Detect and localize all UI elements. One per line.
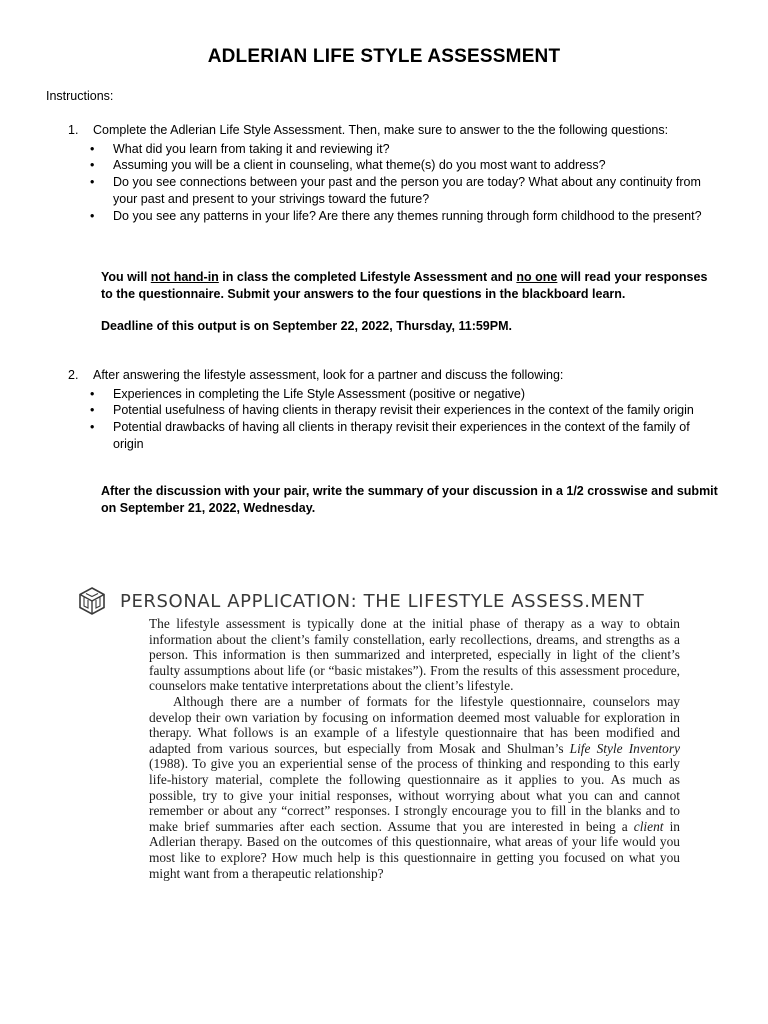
discussion-bullet: • Potential usefulness of having clients in therapy revisit their experiences in the context of the family origin [113, 402, 718, 419]
item-number: 1. [68, 123, 79, 137]
question-list [68, 141, 718, 225]
discussion-bullet: • Experiences in completing the Life Style Assessment (positive or negative) [113, 386, 718, 403]
note-underlined-text: not hand-in [150, 270, 219, 284]
excerpt-paragraph-2 [149, 694, 680, 881]
excerpt-paragraph-1: The lifestyle assessment is typically done at the initial phase of therapy as a way to obtain information about the client’s family constellation, early recollections, dreams, and strengths as a person. This information is then summarized and interpreted, especially in light of the client’s faulty assumptions about life (or “basic mistakes”). From the results of this assessment procedure, counselors make tentative interpretations about the client’s lifestyle. [149, 616, 680, 694]
item-number: 2. [68, 368, 79, 382]
book-excerpt [78, 586, 688, 881]
instructions-label: Instructions: [46, 89, 114, 103]
excerpt-text: in Adlerian therapy. Based on the outcomes of this questionnaire, what areas of your life would you most like to explore? How much help is this questionnaire in getting you focused on what you might want from a therapeutic relationship? [149, 818, 680, 881]
excerpt-text: Although there are a number of formats for the lifestyle questionnaire, counselors may develop their own variation by focusing on information deemed most valuable for exploration in therapy. What follows is an example of a lifestyle questionnaire that has been modified and adapted from various sources, but especially from Mosak and Shulman’s [149, 693, 680, 756]
instruction-item-1 [68, 122, 718, 224]
page-title: ADLERIAN LIFE STYLE ASSESSMENT [207, 46, 561, 67]
cube-maze-icon [78, 587, 106, 615]
note-text: You will [101, 270, 151, 284]
question-bullet: • Do you see any patterns in your life? Are there any themes running through form childhood to the present? [113, 208, 718, 225]
excerpt-body [149, 616, 680, 881]
deadline-note: Deadline of this output is on September 22, 2022, Thursday, 11:59PM. [101, 319, 512, 333]
note-text: will read your responses to the questionnaire. Submit your answers to the four questions in the blackboard learn. [101, 270, 708, 301]
excerpt-italic-text: client [633, 818, 664, 834]
question-bullet: • Assuming you will be a client in counseling, what theme(s) do you most want to address? [113, 157, 718, 174]
item-text: After answering the lifestyle assessment, look for a partner and discuss the following: [93, 368, 564, 382]
question-bullet: • What did you learn from taking it and reviewing it? [113, 141, 718, 158]
instruction-item-2 [68, 367, 718, 453]
item-text: Complete the Adlerian Life Style Assessment. Then, make sure to answer to the the following questions: [93, 123, 669, 137]
discussion-submission-note: After the discussion with your pair, write the summary of your discussion in a 1/2 crosswise and submit on September 21, 2022, Wednesday. [101, 484, 718, 515]
note-text: in class the completed Lifestyle Assessment and [218, 270, 517, 284]
question-bullet: • Do you see connections between your past and the person you are today? What about any continuity from your past and present to your strivings toward the future? [113, 174, 718, 208]
discussion-bullet: • Potential drawbacks of having all clients in therapy revisit their experiences in the context of the family of origin [113, 419, 718, 453]
excerpt-text: (1988). To give you an experiential sense of the process of thinking and responding to this early life-history material, complete the following questionnaire as it applies to you. As much as possible, try to give your initial responses, without worrying about what you can and cannot remember or about any “correct” responses. I strongly encourage you to fill in the blanks and to make brief summaries after each section. Assume that you are interested in being a [149, 756, 680, 834]
excerpt-header [78, 586, 688, 616]
note-underlined-text: no one [516, 270, 558, 284]
submission-note [101, 269, 721, 302]
discussion-list [68, 386, 718, 453]
excerpt-italic-text: Life Style Inventory [569, 740, 681, 756]
excerpt-heading: PERSONAL APPLICATION: THE LIFESTYLE ASSESS.MENT [120, 590, 645, 612]
